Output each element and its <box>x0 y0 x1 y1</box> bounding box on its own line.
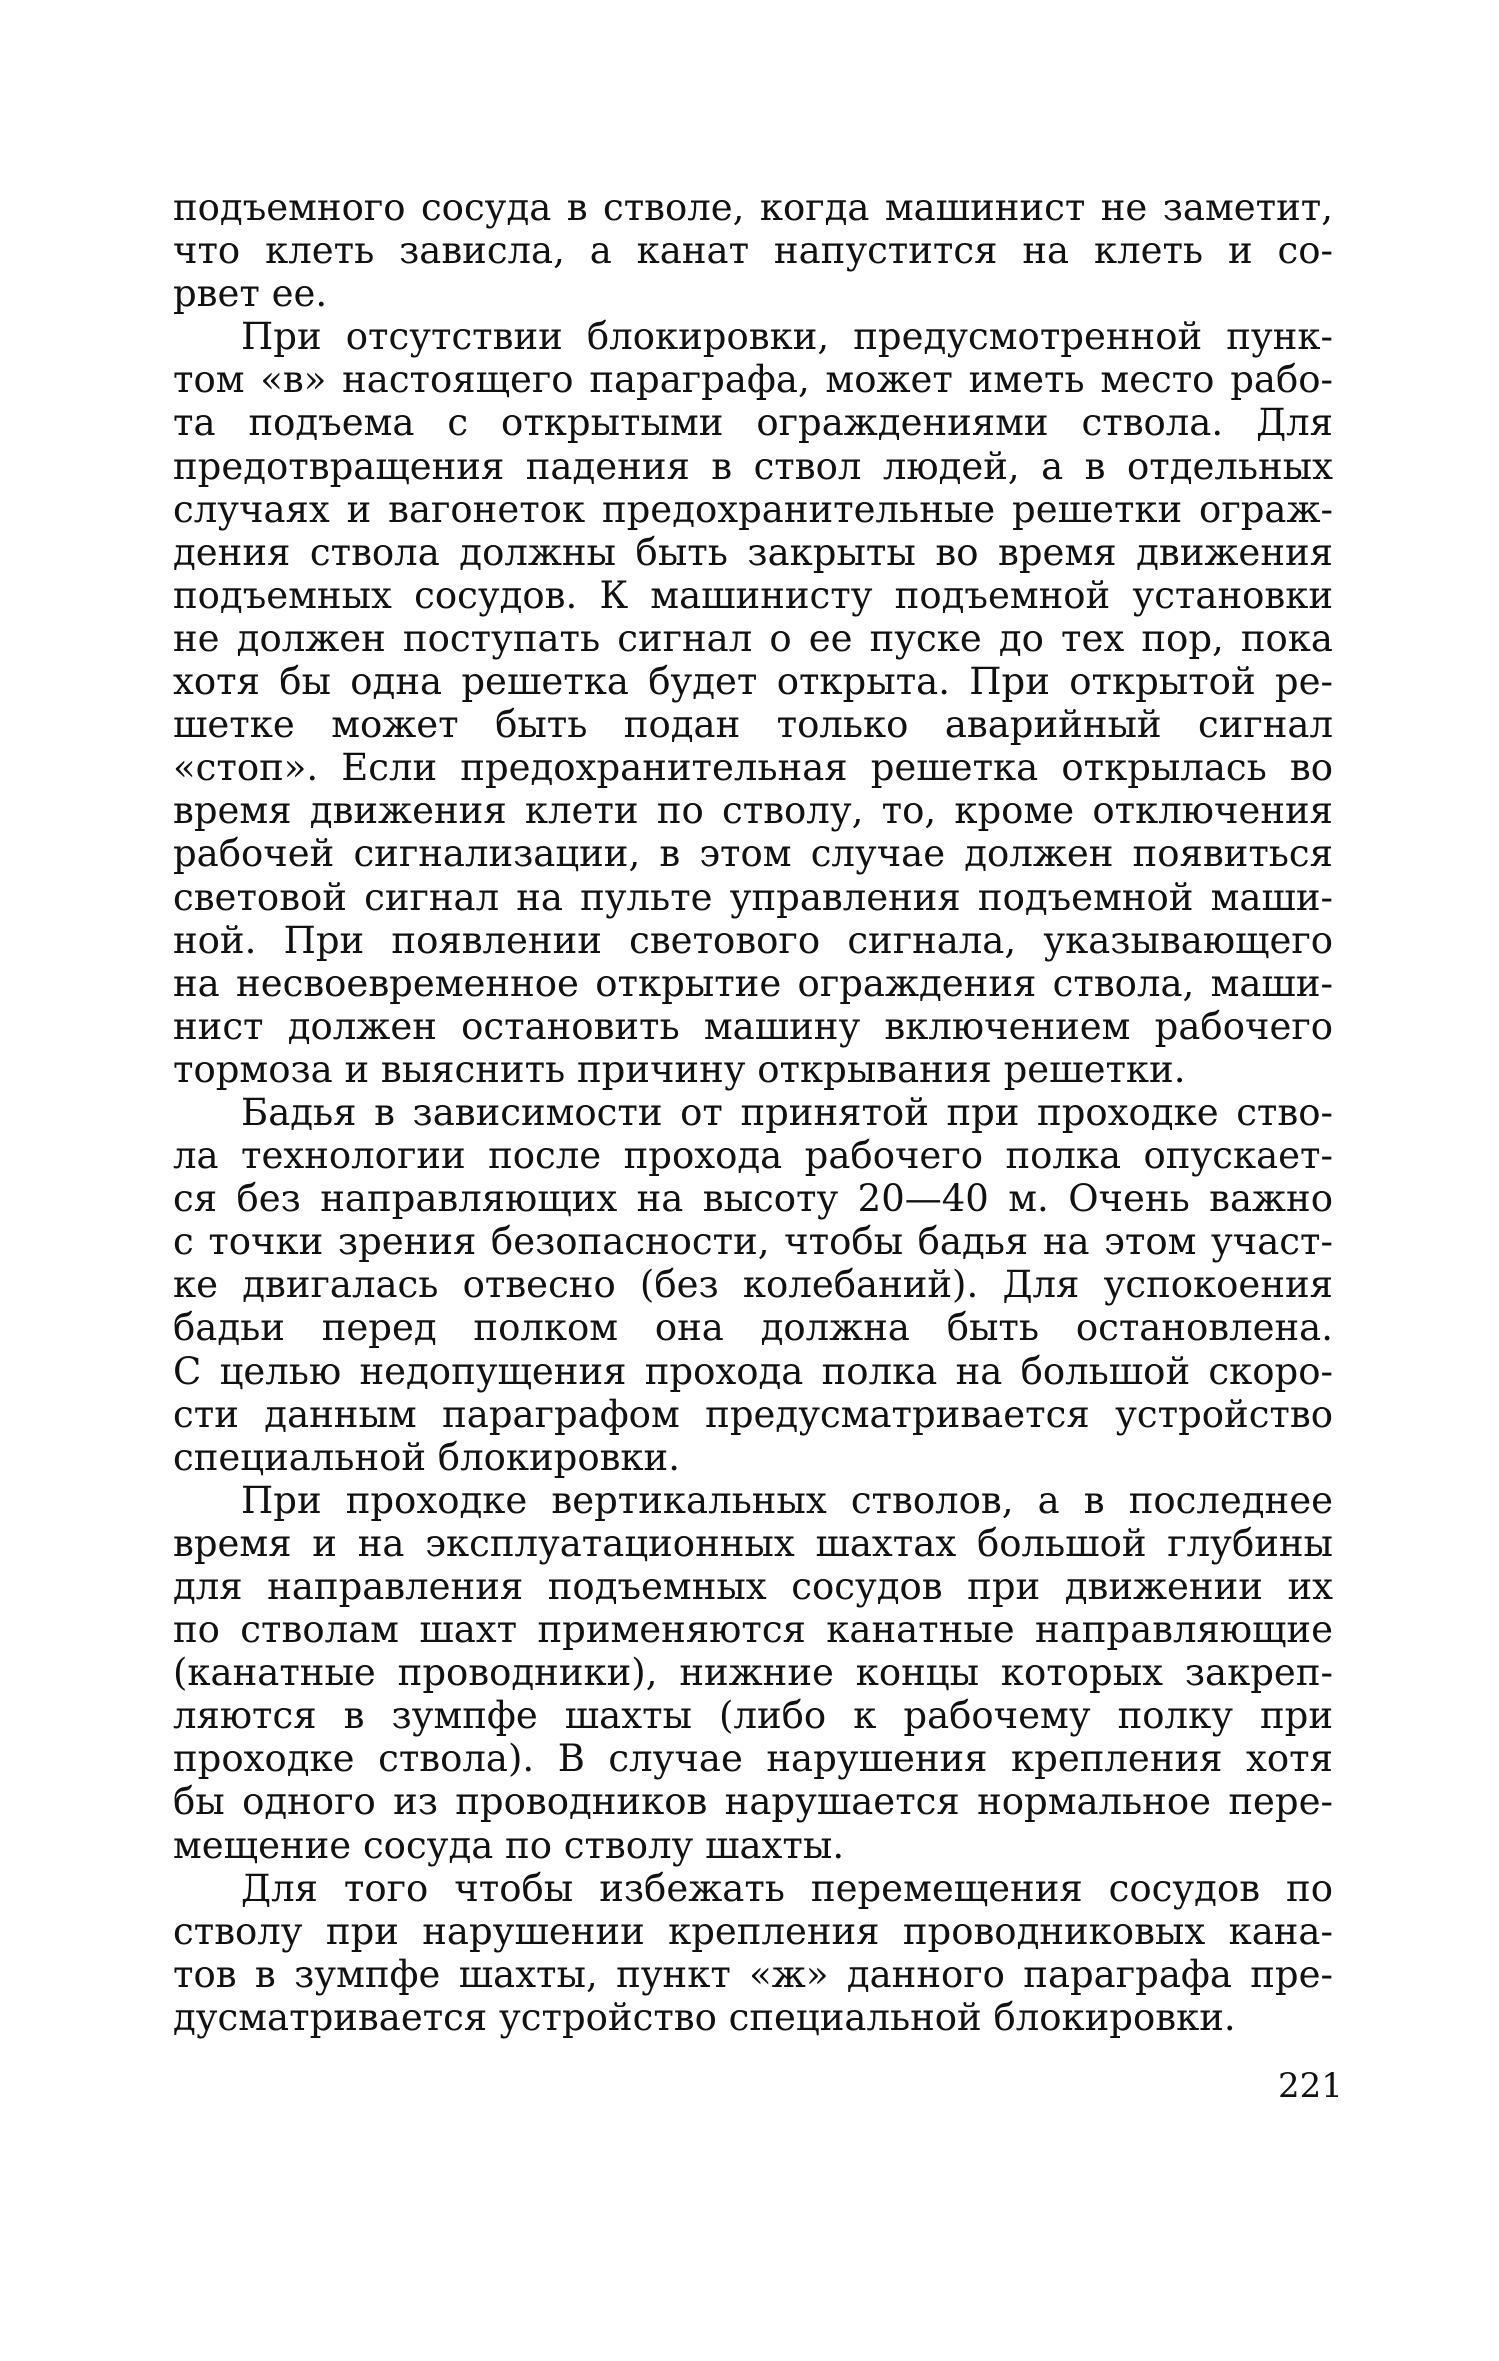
text-line: При отсутствии блокировки, предусмотренной пунк- <box>241 315 1333 359</box>
text-line: При проходке вертикальных стволов, а в последнее <box>241 1478 1333 1522</box>
paragraph-5 <box>173 1867 1333 2039</box>
text-line: световой сигнал на пульте управления подъемной маши- <box>173 875 1333 919</box>
text-line: тормоза и выяснить причину открывания решетки. <box>173 1047 1186 1091</box>
text-line: ла технологии после прохода рабочего полка опускает- <box>173 1134 1333 1178</box>
text-line: хотя бы одна решетка будет открыта. При открытой ре- <box>173 660 1333 704</box>
body-text <box>173 186 1333 2039</box>
text-line: случаях и вагонеток предохранительные решетки ограж- <box>173 487 1333 531</box>
text-line: не должен поступать сигнал о ее пуске до тех пор, пока <box>173 616 1333 660</box>
text-line: «стоп». Если предохранительная решетка открылась во <box>173 746 1333 790</box>
text-line: рабочей сигнализации, в этом случае должен появиться <box>173 832 1333 876</box>
text-line: Бадья в зависимости от принятой при проходке ство- <box>241 1090 1333 1134</box>
text-line: специальной блокировки. <box>173 1435 680 1479</box>
text-line: тов в зумпфе шахты, пункт «ж» данного параграфа пре- <box>173 1952 1333 1996</box>
text-line: для направления подъемных сосудов при движении их <box>173 1565 1333 1608</box>
text-line: на несвоевременное открытие ограждения ствола, маши- <box>173 961 1333 1005</box>
text-line: бадьи перед полком она должна быть остановлена. <box>173 1306 1333 1350</box>
text-line: что клеть зависла, а канат напустится на клеть и со- <box>173 229 1333 273</box>
text-line: Для того чтобы избежать перемещения сосудов по <box>241 1866 1333 1910</box>
paragraph-2 <box>173 315 1333 1091</box>
text-line: ке двигалась отвесно (без колебаний). Для успокоения <box>173 1263 1333 1307</box>
text-line: нист должен остановить машину включением рабочего <box>173 1004 1333 1048</box>
text-line: стволу при нарушении крепления проводниковых кана- <box>173 1909 1333 1953</box>
text-line: ной. При появлении светового сигнала, указывающего <box>173 918 1333 962</box>
paragraph-4 <box>173 1479 1333 1867</box>
text-line: время и на эксплуатационных шахтах большой глубины <box>173 1521 1333 1565</box>
text-line: та подъема с открытыми ограждениями ствола. Для <box>173 401 1333 445</box>
text-line: том «в» настоящего параграфа, может иметь место рабо- <box>173 358 1333 402</box>
text-line: подъемных сосудов. К машинисту подъемной установки <box>173 573 1333 617</box>
text-line: с точки зрения безопасности, чтобы бадья на этом участ- <box>173 1220 1333 1264</box>
text-line: бы одного из проводников нарушается нормальное пере- <box>173 1780 1333 1824</box>
text-line: предотвращения падения в ствол людей, а в отдельных <box>173 444 1333 488</box>
text-line: ся без направляющих на высоту 20—40 м. Очень важно <box>173 1177 1333 1221</box>
text-line: С целью недопущения прохода полка на большой скоро- <box>173 1349 1333 1393</box>
text-line: мещение сосуда по стволу шахты. <box>173 1823 845 1867</box>
text-line: сти данным параграфом предусматривается устройство <box>173 1392 1333 1436</box>
text-line: рвет ее. <box>173 272 328 316</box>
text-line: (канатные проводники), нижние концы которых закреп- <box>173 1651 1333 1695</box>
text-line: дения ствола должны быть закрыты во время движения <box>173 530 1333 574</box>
text-line: ляются в зумпфе шахты (либо к рабочему полку при <box>173 1694 1333 1738</box>
paragraph-3 <box>173 1091 1333 1479</box>
text-line: дусматривается устройство специальной блокировки. <box>173 1995 1236 2039</box>
text-line: время движения клети по стволу, то, кроме отключения <box>173 789 1333 833</box>
text-line: по стволам шахт применяются канатные направляющие <box>173 1608 1333 1652</box>
paragraph-1 <box>173 186 1333 315</box>
page-number: 221 <box>1278 2066 1343 2106</box>
text-line: проходке ствола). В случае нарушения крепления хотя <box>173 1737 1333 1781</box>
text-line: шетке может быть подан только аварийный сигнал <box>173 703 1333 747</box>
text-line: подъемного сосуда в стволе, когда машинист не заметит, <box>173 186 1333 229</box>
